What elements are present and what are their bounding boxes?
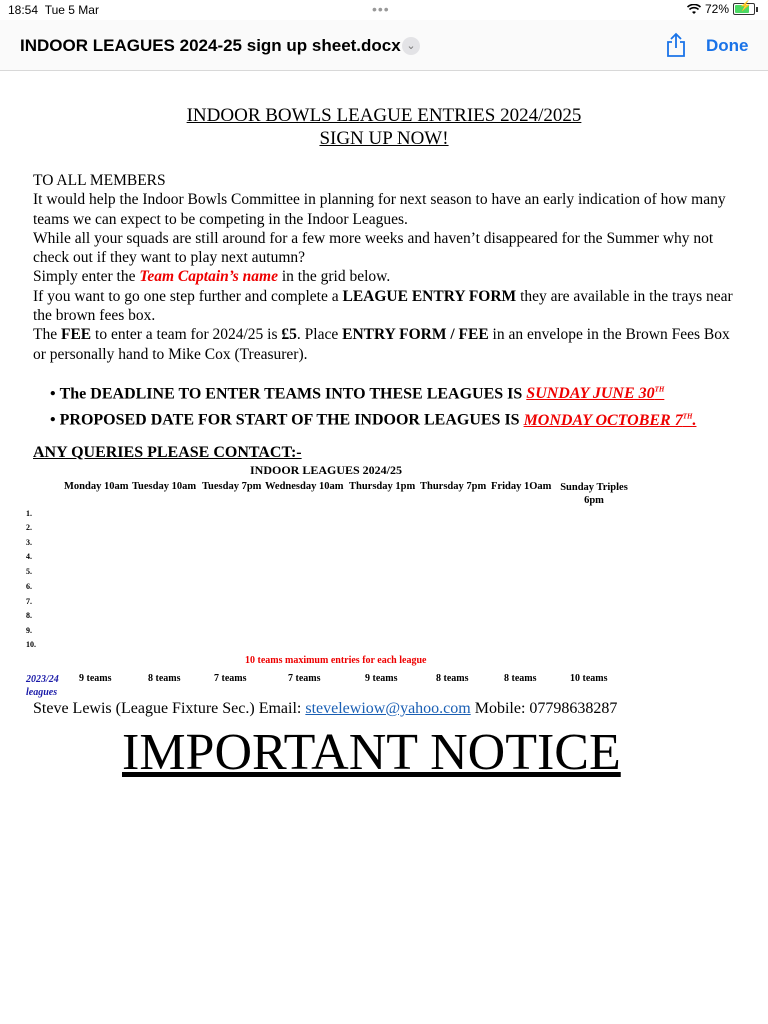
deadline-bullets [50, 379, 696, 432]
row-number: 7. [26, 597, 32, 606]
queries-heading: ANY QUERIES PLEASE CONTACT:- [33, 444, 302, 461]
document-nav-bar [0, 20, 768, 71]
paragraph-3: Simply enter the Team Captain’s name in the grid below. [33, 268, 391, 286]
paragraph-5: The FEE to enter a team for 2024/25 is £5. Place ENTRY FORM / FEE in an envelope in the Brown Fees Box or personally hand to Mike Cox (Treasurer). [33, 326, 730, 363]
battery-icon: ⚡ [733, 3, 755, 15]
status-right [687, 2, 758, 16]
status-bar [0, 0, 768, 20]
contact-line: Steve Lewis (League Fixture Sec.) Email: stevelewiow@yahoo.com Mobile: 07798638287 [33, 700, 618, 717]
document-title[interactable]: INDOOR LEAGUES 2024-25 sign up sheet.docx [20, 36, 401, 55]
column-header: Monday 10am [64, 481, 129, 492]
done-button[interactable]: Done [706, 36, 749, 55]
column-header: Tuesday 10am [132, 481, 197, 492]
document-subheading: SIGN UP NOW! [319, 128, 449, 149]
wifi-icon [687, 4, 701, 15]
share-icon[interactable] [665, 32, 687, 58]
previous-team-count: 7 teams [288, 673, 321, 684]
column-header: Tuesday 7pm [202, 481, 262, 492]
row-number: 4. [26, 552, 32, 561]
bullet-start-date: • PROPOSED DATE FOR START OF THE INDOOR LEAGUES IS MONDAY OCTOBER 7TH. [50, 411, 697, 429]
paragraph-4: If you want to go one step further and complete a LEAGUE ENTRY FORM they are available in the trays near the brown fees box. [33, 287, 733, 325]
document-heading: INDOOR BOWLS LEAGUE ENTRIES 2024/2025 [186, 105, 582, 126]
previous-team-count: 8 teams [504, 673, 537, 684]
document-body [33, 171, 733, 364]
previous-team-count: 9 teams [79, 673, 112, 684]
row-number: 2. [26, 523, 32, 532]
row-number: 10. [26, 640, 36, 649]
column-header: Thursday 1pm [349, 481, 416, 492]
previous-team-count: 9 teams [365, 673, 398, 684]
previous-team-count: 10 teams [570, 673, 608, 684]
previous-team-count: 8 teams [148, 673, 181, 684]
leagues-table-title: INDOOR LEAGUES 2024/25 [249, 463, 403, 477]
paragraph-1: It would help the Indoor Bowls Committee in planning for next season to have an early indication of how many teams we can expect to be competing in the Indoor Leagues. [33, 191, 726, 228]
battery-percent: 72% [704, 2, 729, 16]
row-number: 5. [26, 567, 32, 576]
column-header: Sunday Triples 6pm [560, 482, 628, 506]
previous-season-label: 2023/24 leagues [26, 674, 59, 698]
max-entries-note: 10 teams maximum entries for each league [245, 655, 427, 666]
status-time: 18:54 Tue 5 Mar [8, 3, 99, 17]
column-header: Wednesday 10am [265, 481, 344, 492]
to-all-members: TO ALL MEMBERS [33, 172, 166, 189]
row-number: 3. [26, 538, 32, 547]
previous-team-count: 8 teams [436, 673, 469, 684]
important-notice-heading: IMPORTANT NOTICE [122, 724, 621, 781]
column-header: Thursday 7pm [420, 481, 487, 492]
previous-team-count: 7 teams [214, 673, 247, 684]
row-number: 6. [26, 582, 32, 591]
paragraph-2: While all your squads are still around for a few more weeks and haven’t disappeared for the Summer why not check out if they want to play next autumn? [33, 229, 714, 267]
chevron-down-icon[interactable]: ⌄ [402, 37, 420, 55]
row-number: 9. [26, 626, 32, 635]
bullet-deadline: • The DEADLINE TO ENTER TEAMS INTO THESE LEAGUES IS SUNDAY JUNE 30TH [50, 385, 665, 403]
document-page [0, 71, 768, 1024]
row-number: 1. [26, 509, 32, 518]
column-header: Friday 1Oam [491, 481, 552, 492]
contact-email-link[interactable]: stevelewiow@yahoo.com [305, 700, 471, 717]
row-number: 8. [26, 611, 32, 620]
multitasking-dots-icon[interactable]: ••• [372, 1, 390, 17]
